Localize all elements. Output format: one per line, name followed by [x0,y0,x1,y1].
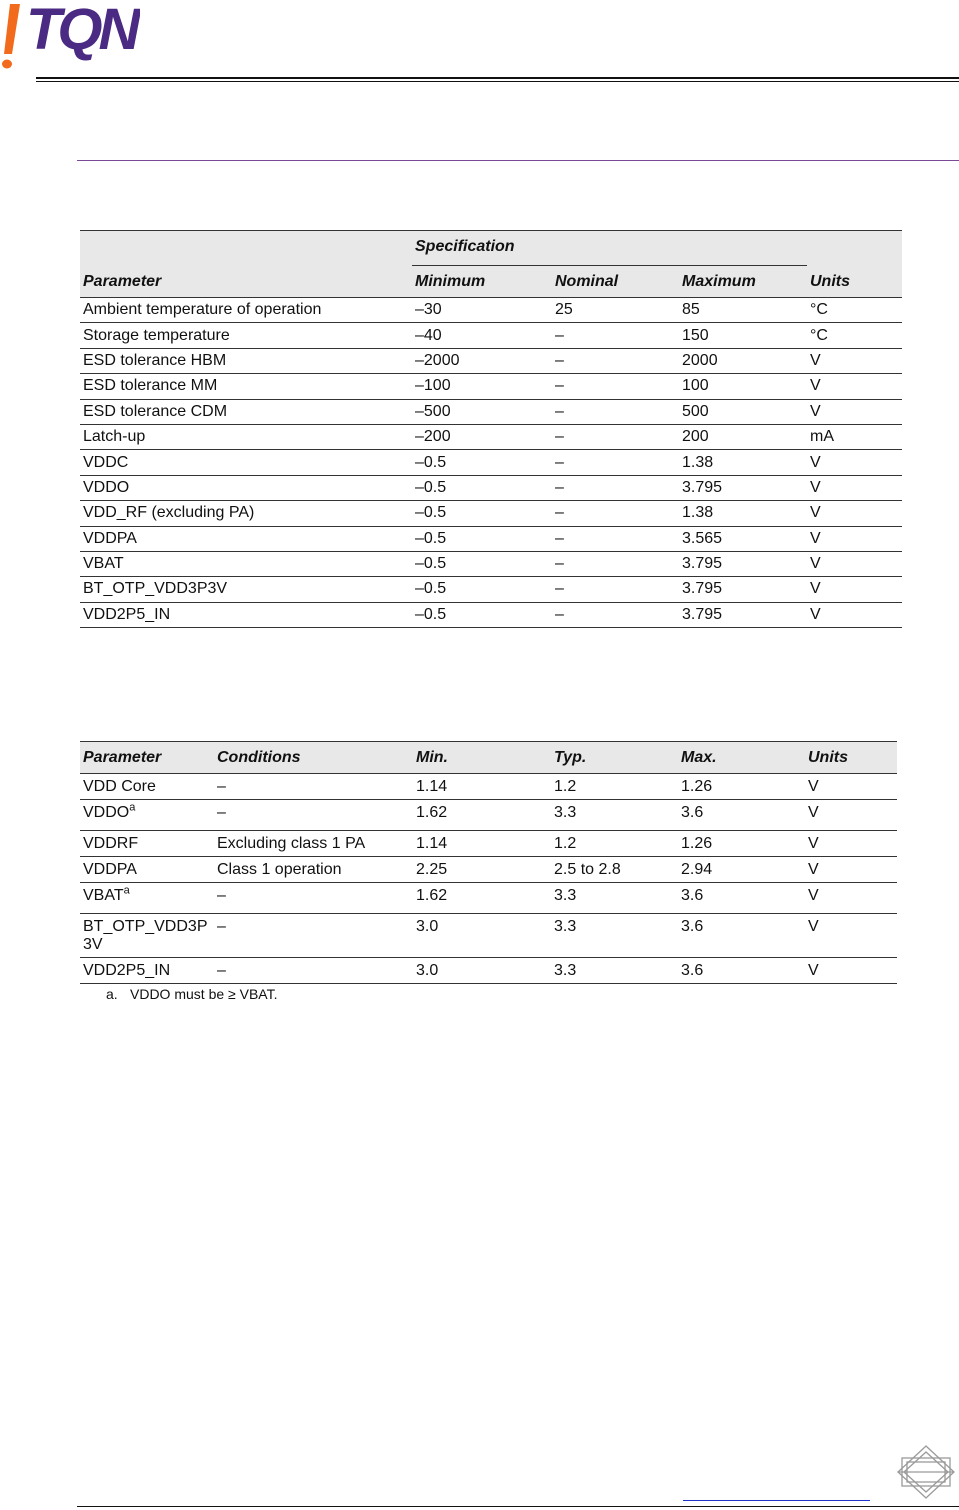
cell-typ: 3.3 [551,883,678,914]
cell-min: 1.62 [413,883,551,914]
cell-conditions: Excluding class 1 PA [214,831,413,857]
cell-max: 1.26 [678,774,805,800]
cell-parameter: VDDO [80,475,412,500]
specification-group-header: Specification [412,231,807,266]
footer-rule [77,1506,959,1507]
cell-conditions: – [214,800,413,831]
cell-parameter [80,831,214,857]
header-rule-thin [36,81,959,82]
cell-maximum: 3.795 [679,577,807,602]
table-row [80,298,902,323]
cell-units: V [805,831,897,857]
cell-maximum: 3.795 [679,551,807,576]
col-header-typ: Typ. [551,742,678,774]
cell-typ: 3.3 [551,800,678,831]
table-row [80,374,902,399]
cell-nominal: – [552,424,679,449]
cell-maximum: 3.565 [679,526,807,551]
cell-maximum: 100 [679,374,807,399]
col-header-conditions: Conditions [214,742,413,774]
cell-nominal: – [552,501,679,526]
cell-maximum: 500 [679,399,807,424]
cell-minimum: –0.5 [412,551,552,576]
cell-max: 3.6 [678,800,805,831]
parameter-name: VDDRF [83,835,139,852]
cell-max: 3.6 [678,958,805,984]
cell-units: V [805,958,897,984]
cell-maximum: 85 [679,298,807,323]
cell-typ: 2.5 to 2.8 [551,857,678,883]
cell-minimum: –0.5 [412,501,552,526]
cell-maximum: 1.38 [679,450,807,475]
diamond-emblem-icon [894,1444,958,1500]
cell-parameter: BT_OTP_VDD3P3V [80,577,412,602]
cell-min: 2.25 [413,857,551,883]
parameter-name: VDDPA [83,861,137,878]
cell-maximum: 150 [679,323,807,348]
cell-minimum: –100 [412,374,552,399]
cell-units: V [807,374,902,399]
table-row [80,399,902,424]
table-row [80,602,902,627]
table-row [80,831,897,857]
cell-maximum: 3.795 [679,602,807,627]
cell-units: V [807,501,902,526]
cell-parameter: ESD tolerance HBM [80,348,412,373]
cell-max: 1.26 [678,831,805,857]
col-header-parameter: Parameter [80,742,214,774]
col-header-maximum: Maximum [682,272,756,290]
cell-max: 3.6 [678,914,805,958]
absolute-ratings-table [80,230,902,628]
table-row [80,475,902,500]
cell-maximum: 3.795 [679,475,807,500]
table-row [80,958,897,984]
cell-parameter [80,958,214,984]
table-row [80,526,902,551]
cell-units: mA [807,424,902,449]
cell-minimum: –200 [412,424,552,449]
cell-units: V [807,551,902,576]
cell-units: V [807,475,902,500]
parameter-name: VDD Core [83,778,156,795]
cell-min: 1.62 [413,800,551,831]
cell-units: V [807,602,902,627]
cell-min: 3.0 [413,914,551,958]
footnote-text: VDDO must be ≥ VBAT. [130,986,278,1002]
cell-nominal: – [552,602,679,627]
cell-nominal: – [552,399,679,424]
cell-conditions: – [214,774,413,800]
cell-units: V [807,348,902,373]
cell-parameter [80,774,214,800]
cell-nominal: – [552,551,679,576]
cell-minimum: –0.5 [412,577,552,602]
cell-nominal: – [552,577,679,602]
cell-min: 3.0 [413,958,551,984]
cell-parameter [80,914,214,958]
iton-logo [0,0,140,74]
cell-nominal: 25 [552,298,679,323]
table-row [80,348,902,373]
footnote-marker: a [129,801,136,814]
table-row [80,883,897,914]
cell-minimum: –2000 [412,348,552,373]
cell-units: V [805,883,897,914]
cell-parameter: Storage temperature [80,323,412,348]
cell-max: 2.94 [678,857,805,883]
cell-parameter: VDDC [80,450,412,475]
cell-typ: 1.2 [551,831,678,857]
parameter-name: VBAT [83,887,124,904]
cell-units: V [805,914,897,958]
table-row [80,774,897,800]
cell-min: 1.14 [413,831,551,857]
recommended-conditions-table [80,741,897,984]
cell-minimum: –500 [412,399,552,424]
table-row [80,450,902,475]
cell-parameter: ESD tolerance MM [80,374,412,399]
cell-parameter: ESD tolerance CDM [80,399,412,424]
cell-minimum: –0.5 [412,450,552,475]
cell-units: °C [807,323,902,348]
cell-maximum: 200 [679,424,807,449]
table-row [80,577,902,602]
cell-nominal: – [552,348,679,373]
cell-typ: 3.3 [551,958,678,984]
cell-units: V [805,857,897,883]
cell-minimum: –0.5 [412,526,552,551]
cell-parameter: VBAT [80,551,412,576]
cell-parameter [80,800,214,831]
section-divider [77,160,959,161]
table-row [80,323,902,348]
table-row [80,551,902,576]
cell-conditions: – [214,914,413,958]
cell-conditions: – [214,958,413,984]
cell-max: 3.6 [678,883,805,914]
cell-conditions: Class 1 operation [214,857,413,883]
cell-nominal: – [552,475,679,500]
cell-nominal: – [552,374,679,399]
footnote-marker: a [123,884,130,897]
cell-units: V [807,526,902,551]
cell-parameter: VDDPA [80,526,412,551]
table-row [80,501,902,526]
footer-link-underline[interactable] [683,1500,870,1501]
cell-parameter: Ambient temperature of operation [80,298,412,323]
parameter-name: VDDO [83,804,130,821]
cell-typ: 1.2 [551,774,678,800]
cell-parameter: VDD2P5_IN [80,602,412,627]
cell-nominal: – [552,323,679,348]
header-rule [36,77,959,79]
cell-units: V [807,399,902,424]
cell-maximum: 2000 [679,348,807,373]
col-header-max: Max. [678,742,805,774]
col-header-parameter: Parameter [83,273,162,290]
cell-minimum: –0.5 [412,602,552,627]
table-row [80,857,897,883]
cell-units: V [805,800,897,831]
cell-units: V [805,774,897,800]
col-header-nominal: Nominal [555,272,619,290]
parameter-name: VDD2P5_IN [83,962,171,979]
cell-parameter [80,857,214,883]
cell-units: °C [807,298,902,323]
cell-parameter [80,883,214,914]
cell-nominal: – [552,526,679,551]
cell-minimum: –30 [412,298,552,323]
cell-units: V [807,450,902,475]
cell-parameter: Latch-up [80,424,412,449]
cell-units: V [807,577,902,602]
table-row [80,424,902,449]
table-footnote [106,986,277,1002]
svg-text:TQN: TQN [26,0,137,62]
cell-conditions: – [214,883,413,914]
cell-maximum: 1.38 [679,501,807,526]
footnote-label: a. [106,986,118,1002]
table-row [80,800,897,831]
col-header-units: Units [805,742,897,774]
cell-min: 1.14 [413,774,551,800]
parameter-name: BT_OTP_VDD3P3V [83,918,208,953]
col-header-minimum: Minimum [415,272,486,290]
cell-nominal: – [552,450,679,475]
cell-parameter: VDD_RF (excluding PA) [80,501,412,526]
col-header-min: Min. [413,742,551,774]
table-row [80,914,897,958]
cell-typ: 3.3 [551,914,678,958]
col-header-units: Units [810,273,850,290]
cell-minimum: –40 [412,323,552,348]
cell-minimum: –0.5 [412,475,552,500]
